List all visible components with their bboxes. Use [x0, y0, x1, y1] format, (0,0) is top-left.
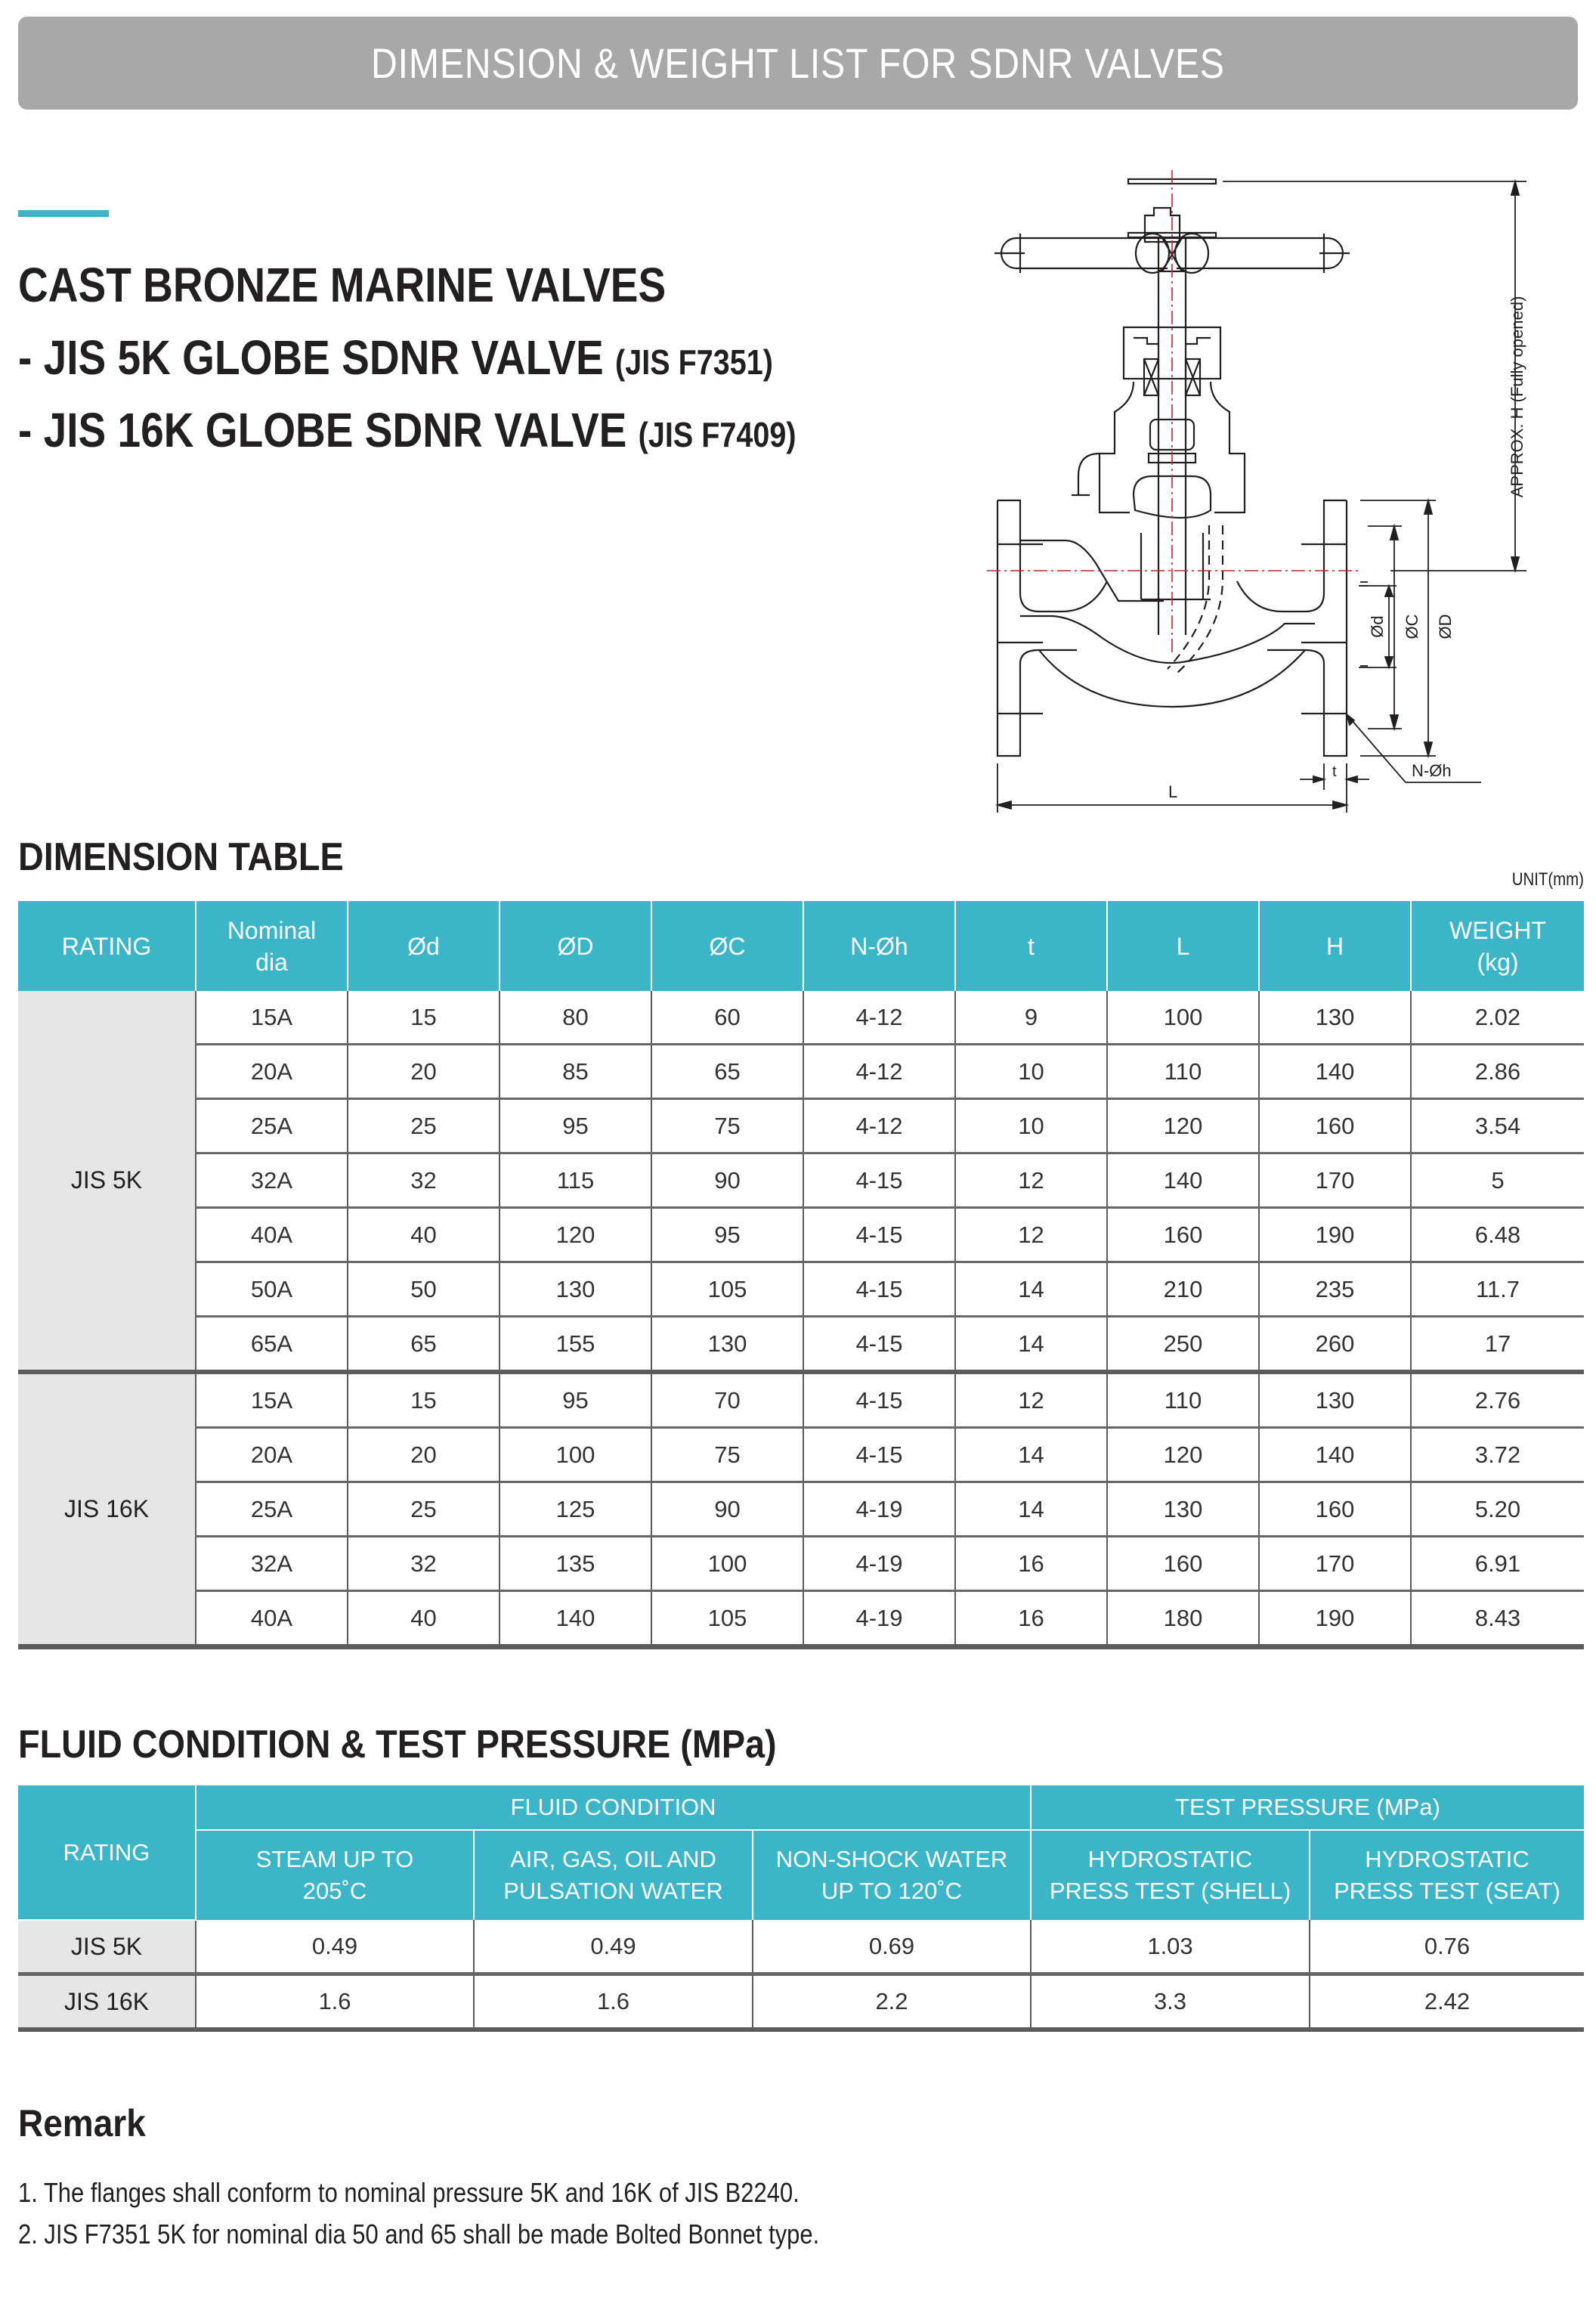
remark-item: 1. The flanges shall conform to nominal pressure 5K and 16K of JIS B2240.: [18, 2177, 800, 2208]
table-cell: 16: [955, 1591, 1107, 1647]
rating-cell: JIS 5K: [18, 991, 196, 1372]
table-cell: 170: [1259, 1537, 1411, 1591]
table-cell: 155: [500, 1317, 651, 1373]
table-cell: 4-15: [803, 1262, 955, 1317]
fluid-condition-group-header: FLUID CONDITION: [196, 1785, 1031, 1830]
column-header: Nominal dia: [196, 901, 348, 991]
table-cell: 160: [1259, 1482, 1411, 1537]
table-cell: 130: [1107, 1482, 1259, 1537]
table-row: [18, 991, 1584, 1045]
table-cell: 1.6: [196, 1974, 474, 2030]
table-cell: 180: [1107, 1591, 1259, 1647]
table-cell: 75: [651, 1428, 803, 1482]
table-cell: 9: [955, 991, 1107, 1045]
table-cell: 210: [1107, 1262, 1259, 1317]
table-row: [18, 1537, 1584, 1591]
table-cell: 65: [348, 1317, 500, 1373]
table-cell: 15A: [196, 1372, 348, 1428]
table-cell: 2.76: [1411, 1372, 1584, 1428]
table-cell: 50A: [196, 1262, 348, 1317]
test-pressure-group-header: TEST PRESSURE (MPa): [1031, 1785, 1584, 1830]
table-cell: 4-19: [803, 1591, 955, 1647]
c-label: ØC: [1403, 614, 1421, 639]
table-cell: 4-15: [803, 1428, 955, 1482]
column-header: ØC: [651, 901, 803, 991]
table-cell: 25: [348, 1099, 500, 1153]
height-label: APPROX. H (Fully opened): [1508, 296, 1526, 498]
table-cell: 12: [955, 1372, 1107, 1428]
table-cell: 5.20: [1411, 1482, 1584, 1537]
table-cell: 50: [348, 1262, 500, 1317]
table-cell: 130: [1259, 991, 1411, 1045]
table-cell: 160: [1107, 1208, 1259, 1262]
table-cell: 130: [651, 1317, 803, 1373]
table-cell: 140: [1107, 1153, 1259, 1208]
nh-label: N-Øh: [1412, 761, 1452, 780]
table-cell: 160: [1259, 1099, 1411, 1153]
table-row: [18, 1591, 1584, 1647]
table-cell: 2.02: [1411, 991, 1584, 1045]
table-cell: 15A: [196, 991, 348, 1045]
table-cell: 110: [1107, 1045, 1259, 1099]
table-cell: 0.69: [753, 1920, 1031, 1974]
table-cell: 105: [651, 1591, 803, 1647]
table-cell: 20: [348, 1045, 500, 1099]
table-cell: 125: [500, 1482, 651, 1537]
table-cell: 40A: [196, 1591, 348, 1647]
table-cell: 25A: [196, 1099, 348, 1153]
table-cell: 10: [955, 1045, 1107, 1099]
page-header-bar: [18, 17, 1578, 110]
dimension-lines: [998, 181, 1526, 813]
table-cell: 2.86: [1411, 1045, 1584, 1099]
table-cell: 115: [500, 1153, 651, 1208]
table-row: [18, 1428, 1584, 1482]
table-cell: 15: [348, 1372, 500, 1428]
table-row: [18, 1920, 1584, 1974]
table-row: [18, 1045, 1584, 1099]
fluid-table-heading: FLUID CONDITION & TEST PRESSURE (MPa): [18, 1723, 777, 1767]
table-cell: 32: [348, 1153, 500, 1208]
t-label: t: [1332, 763, 1337, 780]
table-cell: 120: [500, 1208, 651, 1262]
table-row: [18, 1317, 1584, 1373]
table-cell: 3.72: [1411, 1428, 1584, 1482]
table-cell: 130: [1259, 1372, 1411, 1428]
table-cell: 6.48: [1411, 1208, 1584, 1262]
table-cell: 65A: [196, 1317, 348, 1373]
product-line-5k: [18, 330, 773, 386]
table-cell: 3.3: [1031, 1974, 1310, 2030]
table-cell: 120: [1107, 1099, 1259, 1153]
page-title: DIMENSION & WEIGHT LIST FOR SDNR VALVES: [371, 39, 1225, 87]
table-cell: 120: [1107, 1428, 1259, 1482]
table-cell: 235: [1259, 1262, 1411, 1317]
fluid-condition-table: [18, 1785, 1584, 2032]
table-cell: 0.76: [1310, 1920, 1584, 1974]
product-line-16k-standard: (JIS F7409): [638, 415, 796, 454]
table-cell: 0.49: [474, 1920, 753, 1974]
table-cell: 8.43: [1411, 1591, 1584, 1647]
table-cell: 65: [651, 1045, 803, 1099]
table-cell: 12: [955, 1153, 1107, 1208]
dimension-table-heading: DIMENSION TABLE: [18, 835, 344, 879]
table-cell: 20A: [196, 1428, 348, 1482]
table-cell: 105: [651, 1262, 803, 1317]
table-cell: 40: [348, 1208, 500, 1262]
table-cell: 4-15: [803, 1208, 955, 1262]
table-cell: 70: [651, 1372, 803, 1428]
table-cell: 95: [500, 1372, 651, 1428]
unit-label: UNIT(mm): [1511, 869, 1584, 890]
table-cell: 250: [1107, 1317, 1259, 1373]
D-label: ØD: [1436, 614, 1455, 639]
table-cell: 14: [955, 1482, 1107, 1537]
rating-cell: JIS 16K: [18, 1974, 196, 2030]
column-header: t: [955, 901, 1107, 991]
table-cell: 4-15: [803, 1153, 955, 1208]
table-cell: 260: [1259, 1317, 1411, 1373]
table-cell: 4-15: [803, 1372, 955, 1428]
table-cell: 160: [1107, 1537, 1259, 1591]
table-cell: 110: [1107, 1372, 1259, 1428]
table-cell: 20A: [196, 1045, 348, 1099]
table-cell: 4-12: [803, 1045, 955, 1099]
d-label: Ød: [1368, 615, 1387, 638]
table-row: [18, 1974, 1584, 2030]
table-cell: 80: [500, 991, 651, 1045]
table-cell: 2.42: [1310, 1974, 1584, 2030]
sub-header: HYDROSTATIC PRESS TEST (SHELL): [1031, 1830, 1310, 1920]
table-cell: 135: [500, 1537, 651, 1591]
table-cell: 100: [1107, 991, 1259, 1045]
table-cell: 15: [348, 991, 500, 1045]
table-cell: 100: [500, 1428, 651, 1482]
table-cell: 32A: [196, 1153, 348, 1208]
table-cell: 4-12: [803, 1099, 955, 1153]
table-cell: 4-12: [803, 991, 955, 1045]
table-cell: 3.54: [1411, 1099, 1584, 1153]
product-title: CAST BRONZE MARINE VALVES: [18, 258, 667, 312]
table-cell: 40: [348, 1591, 500, 1647]
table-row: [18, 1208, 1584, 1262]
valve-diagram: [982, 163, 1587, 828]
table-cell: 75: [651, 1099, 803, 1153]
table-cell: 11.7: [1411, 1262, 1584, 1317]
table-cell: 6.91: [1411, 1537, 1584, 1591]
dimension-table-header: [18, 901, 1584, 991]
accent-line: [18, 210, 109, 217]
table-row: [18, 1372, 1584, 1428]
table-cell: 170: [1259, 1153, 1411, 1208]
table-cell: 95: [500, 1099, 651, 1153]
product-line-5k-standard: (JIS F7351): [615, 342, 773, 382]
table-row: [18, 1262, 1584, 1317]
table-cell: 16: [955, 1537, 1107, 1591]
table-cell: 140: [500, 1591, 651, 1647]
table-cell: 5: [1411, 1153, 1584, 1208]
column-header: L: [1107, 901, 1259, 991]
table-cell: 4-19: [803, 1537, 955, 1591]
table-cell: 1.6: [474, 1974, 753, 2030]
table-cell: 32: [348, 1537, 500, 1591]
table-cell: 4-15: [803, 1317, 955, 1373]
table-cell: 85: [500, 1045, 651, 1099]
column-header: H: [1259, 901, 1411, 991]
table-cell: 100: [651, 1537, 803, 1591]
table-cell: 95: [651, 1208, 803, 1262]
column-header: N-Øh: [803, 901, 955, 991]
table-cell: 60: [651, 991, 803, 1045]
table-cell: 12: [955, 1208, 1107, 1262]
table-cell: 190: [1259, 1591, 1411, 1647]
table-cell: 90: [651, 1482, 803, 1537]
dimension-table: [18, 901, 1584, 1649]
table-cell: 1.03: [1031, 1920, 1310, 1974]
table-cell: 10: [955, 1099, 1107, 1153]
column-header: WEIGHT (kg): [1411, 901, 1584, 991]
remark-heading: Remark: [18, 2102, 146, 2144]
table-cell: 14: [955, 1317, 1107, 1373]
table-cell: 14: [955, 1262, 1107, 1317]
rating-cell: JIS 5K: [18, 1920, 196, 1974]
table-cell: 14: [955, 1428, 1107, 1482]
product-line-5k-main: - JIS 5K GLOBE SDNR VALVE: [18, 330, 604, 385]
L-label: L: [1168, 782, 1178, 801]
table-cell: 140: [1259, 1045, 1411, 1099]
fluid-rating-header: RATING: [18, 1785, 196, 1920]
table-cell: 20: [348, 1428, 500, 1482]
product-line-16k: [18, 402, 796, 458]
column-header: ØD: [500, 901, 651, 991]
table-row: [18, 1099, 1584, 1153]
rating-cell: JIS 16K: [18, 1372, 196, 1647]
table-cell: 190: [1259, 1208, 1411, 1262]
table-cell: 130: [500, 1262, 651, 1317]
table-cell: 0.49: [196, 1920, 474, 1974]
table-cell: 32A: [196, 1537, 348, 1591]
product-line-16k-main: - JIS 16K GLOBE SDNR VALVE: [18, 403, 627, 457]
column-header: Ød: [348, 901, 500, 991]
table-cell: 2.2: [753, 1974, 1031, 2030]
remark-item: 2. JIS F7351 5K for nominal dia 50 and 65 shall be made Bolted Bonnet type.: [18, 2219, 820, 2250]
table-cell: 25: [348, 1482, 500, 1537]
sub-header: AIR, GAS, OIL AND PULSATION WATER: [474, 1830, 753, 1920]
table-cell: 17: [1411, 1317, 1584, 1373]
sub-header: STEAM UP TO 205˚C: [196, 1830, 474, 1920]
column-header: RATING: [18, 901, 196, 991]
table-cell: 140: [1259, 1428, 1411, 1482]
sub-header: NON-SHOCK WATER UP TO 120˚C: [753, 1830, 1031, 1920]
table-cell: 4-19: [803, 1482, 955, 1537]
table-cell: 40A: [196, 1208, 348, 1262]
sub-header: HYDROSTATIC PRESS TEST (SEAT): [1310, 1830, 1584, 1920]
table-row: [18, 1153, 1584, 1208]
table-cell: 90: [651, 1153, 803, 1208]
table-cell: 25A: [196, 1482, 348, 1537]
table-row: [18, 1482, 1584, 1537]
